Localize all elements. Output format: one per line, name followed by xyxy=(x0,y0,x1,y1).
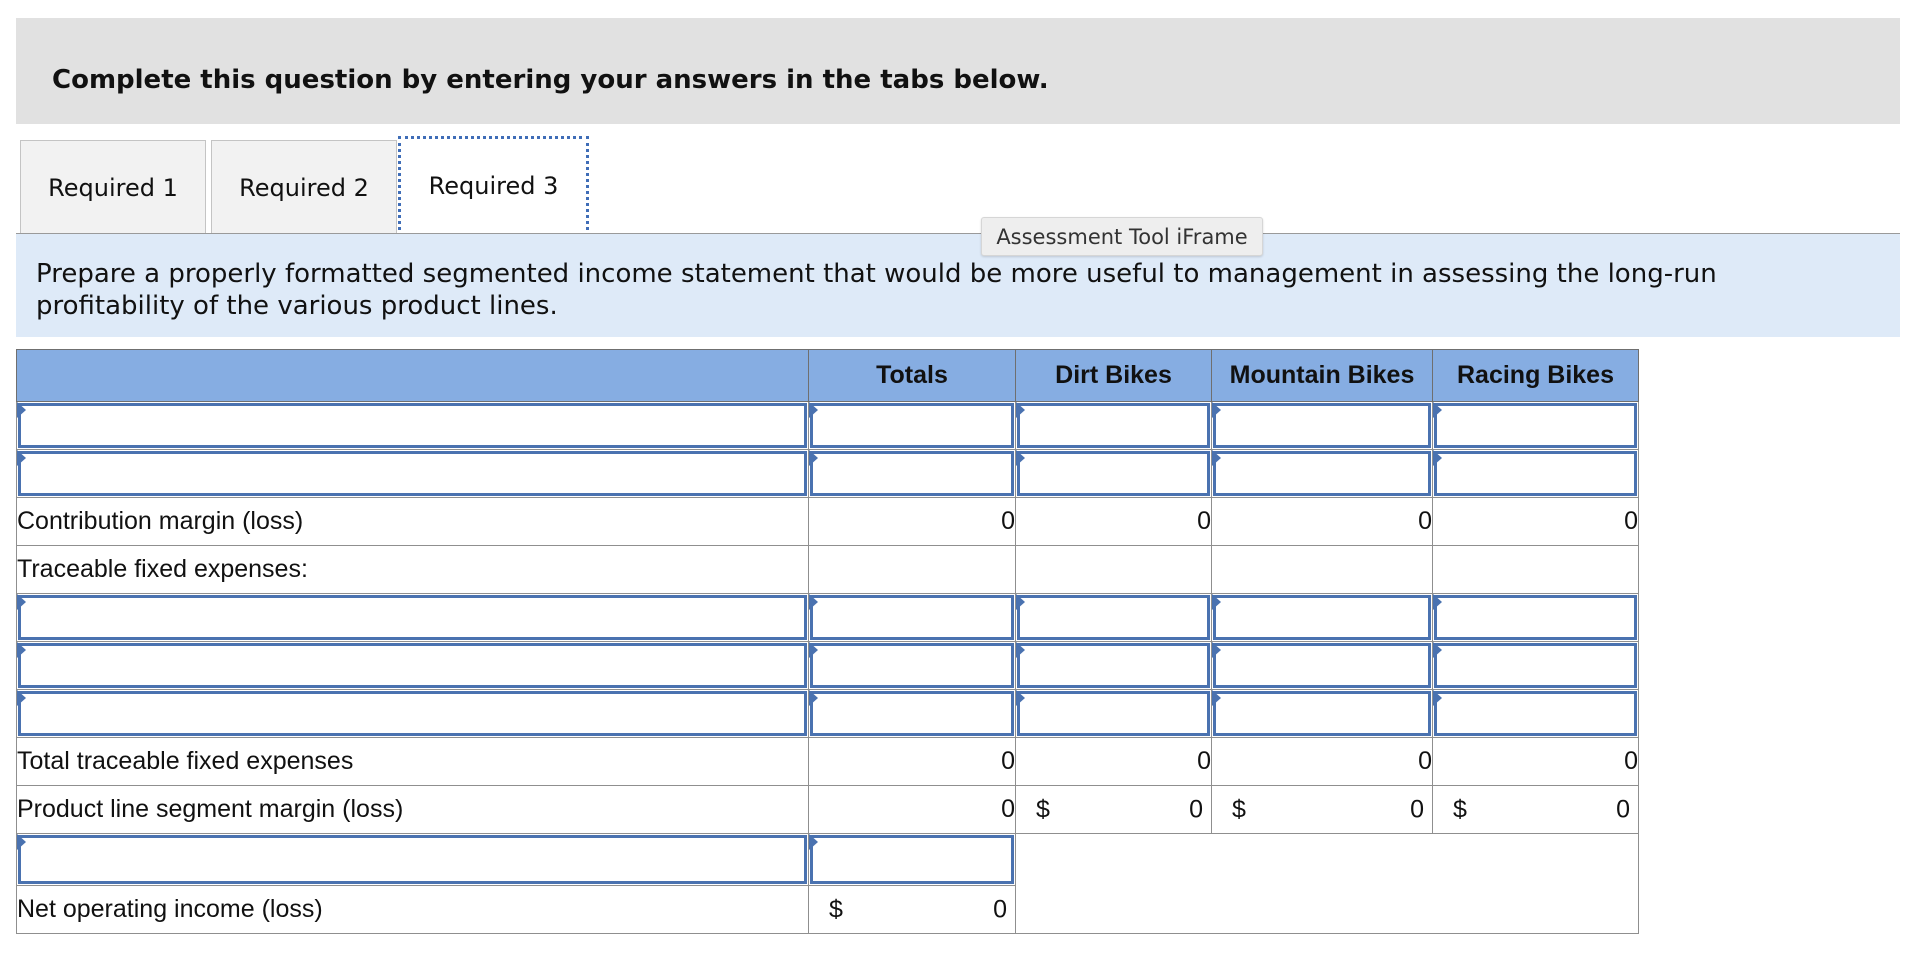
dropdown-marker-icon xyxy=(17,642,26,658)
dropdown-marker-icon xyxy=(1433,594,1442,610)
total-traceable-totals: 0 xyxy=(809,738,1016,786)
racing-bikes-input[interactable] xyxy=(1433,450,1639,498)
iframe-tooltip: Assessment Tool iFrame xyxy=(981,217,1263,256)
racing-bikes-input[interactable] xyxy=(1433,402,1639,450)
segmented-income-statement xyxy=(16,349,1639,934)
input-row-5 xyxy=(17,690,1639,738)
input-row-2 xyxy=(17,450,1639,498)
input-row-1 xyxy=(17,402,1639,450)
totals-input[interactable] xyxy=(809,594,1016,642)
tab-required-1[interactable]: Required 1 xyxy=(20,140,206,234)
currency-symbol: $ xyxy=(1232,795,1246,823)
total-traceable-racing-bikes: 0 xyxy=(1433,738,1639,786)
racing-bikes-input[interactable] xyxy=(1433,594,1639,642)
segment-margin-mountain-bikes xyxy=(1212,786,1433,834)
empty-cell xyxy=(1016,546,1212,594)
segment-margin-dirt-bikes xyxy=(1016,786,1212,834)
dropdown-marker-icon xyxy=(1212,690,1221,706)
contribution-margin-dirt-bikes: 0 xyxy=(1016,498,1212,546)
dirt-bikes-input[interactable] xyxy=(1016,402,1212,450)
contribution-margin-label: Contribution margin (loss) xyxy=(17,498,809,546)
dropdown-marker-icon xyxy=(1433,402,1442,418)
dirt-bikes-input[interactable] xyxy=(1016,450,1212,498)
dropdown-marker-icon xyxy=(1212,402,1221,418)
row-label-input[interactable] xyxy=(17,402,809,450)
currency-symbol: $ xyxy=(829,895,843,923)
input-row-6 xyxy=(17,834,1639,886)
currency-symbol: $ xyxy=(1453,795,1467,823)
totals-input[interactable] xyxy=(809,690,1016,738)
traceable-fixed-label: Traceable fixed expenses: xyxy=(17,546,809,594)
tab-required-2[interactable]: Required 2 xyxy=(211,140,397,234)
mountain-bikes-input[interactable] xyxy=(1212,690,1433,738)
segment-margin-racing-bikes-value: 0 xyxy=(1616,795,1630,823)
total-traceable-mountain-bikes: 0 xyxy=(1212,738,1433,786)
dropdown-marker-icon xyxy=(1212,594,1221,610)
dropdown-marker-icon xyxy=(809,690,818,706)
row-label-input[interactable] xyxy=(17,642,809,690)
dropdown-marker-icon xyxy=(1433,642,1442,658)
row-label-input[interactable] xyxy=(17,834,809,886)
mountain-bikes-input[interactable] xyxy=(1212,450,1433,498)
totals-input[interactable] xyxy=(809,402,1016,450)
input-row-4 xyxy=(17,642,1639,690)
contribution-margin-totals: 0 xyxy=(809,498,1016,546)
total-traceable-row xyxy=(17,738,1639,786)
row-label-input[interactable] xyxy=(17,450,809,498)
totals-input[interactable] xyxy=(809,642,1016,690)
total-traceable-dirt-bikes: 0 xyxy=(1016,738,1212,786)
instruction-text: Prepare a properly formatted segmented income statement that would be more useful to management in assessing the long-run profitability of the various product lines. xyxy=(36,259,1717,321)
mountain-bikes-input[interactable] xyxy=(1212,642,1433,690)
page-title: Complete this question by entering your answers in the tabs below. xyxy=(52,65,1049,95)
row-label-input[interactable] xyxy=(17,594,809,642)
segment-margin-mountain-bikes-value: 0 xyxy=(1410,795,1424,823)
mountain-bikes-input[interactable] xyxy=(1212,402,1433,450)
header-bar xyxy=(16,18,1900,124)
net-operating-income-label: Net operating income (loss) xyxy=(17,886,809,934)
currency-symbol: $ xyxy=(1036,795,1050,823)
column-header-label xyxy=(17,350,809,402)
contribution-margin-mountain-bikes: 0 xyxy=(1212,498,1433,546)
dirt-bikes-input[interactable] xyxy=(1016,690,1212,738)
segment-margin-row xyxy=(17,786,1639,834)
segment-margin-racing-bikes xyxy=(1433,786,1639,834)
instruction-panel xyxy=(16,234,1900,337)
column-header-racing-bikes: Racing Bikes xyxy=(1433,350,1639,402)
dropdown-marker-icon xyxy=(809,402,818,418)
dropdown-marker-icon xyxy=(809,594,818,610)
dropdown-marker-icon xyxy=(17,690,26,706)
empty-area xyxy=(1016,834,1639,934)
table-header-row xyxy=(17,350,1639,402)
column-header-mountain-bikes: Mountain Bikes xyxy=(1212,350,1433,402)
dropdown-marker-icon xyxy=(809,642,818,658)
racing-bikes-input[interactable] xyxy=(1433,642,1639,690)
dropdown-marker-icon xyxy=(1433,450,1442,466)
dirt-bikes-input[interactable] xyxy=(1016,594,1212,642)
empty-cell xyxy=(809,546,1016,594)
traceable-fixed-header-row xyxy=(17,546,1639,594)
dropdown-marker-icon xyxy=(1016,690,1025,706)
segment-margin-totals: 0 xyxy=(809,786,1016,834)
dropdown-marker-icon xyxy=(809,450,818,466)
dropdown-marker-icon xyxy=(809,834,818,850)
net-operating-income-value: 0 xyxy=(993,895,1007,923)
segment-margin-label: Product line segment margin (loss) xyxy=(17,786,809,834)
mountain-bikes-input[interactable] xyxy=(1212,594,1433,642)
dropdown-marker-icon xyxy=(1016,642,1025,658)
dropdown-marker-icon xyxy=(17,450,26,466)
tab-required-3[interactable]: Required 3 xyxy=(398,136,589,236)
racing-bikes-input[interactable] xyxy=(1433,690,1639,738)
dropdown-marker-icon xyxy=(1016,402,1025,418)
row-label-input[interactable] xyxy=(17,690,809,738)
dropdown-marker-icon xyxy=(1016,450,1025,466)
dropdown-marker-icon xyxy=(17,402,26,418)
dropdown-marker-icon xyxy=(17,834,26,850)
empty-cell xyxy=(1212,546,1433,594)
dirt-bikes-input[interactable] xyxy=(1016,642,1212,690)
input-row-3 xyxy=(17,594,1639,642)
dropdown-marker-icon xyxy=(1212,450,1221,466)
net-operating-income-totals xyxy=(809,886,1016,934)
dropdown-marker-icon xyxy=(17,594,26,610)
dropdown-marker-icon xyxy=(1433,690,1442,706)
contribution-margin-row xyxy=(17,498,1639,546)
dropdown-marker-icon xyxy=(1016,594,1025,610)
column-header-dirt-bikes: Dirt Bikes xyxy=(1016,350,1212,402)
dropdown-marker-icon xyxy=(1212,642,1221,658)
contribution-margin-racing-bikes: 0 xyxy=(1433,498,1639,546)
totals-input[interactable] xyxy=(809,834,1016,886)
totals-input[interactable] xyxy=(809,450,1016,498)
segment-margin-dirt-bikes-value: 0 xyxy=(1189,795,1203,823)
column-header-totals: Totals xyxy=(809,350,1016,402)
total-traceable-label: Total traceable fixed expenses xyxy=(17,738,809,786)
empty-cell xyxy=(1433,546,1639,594)
